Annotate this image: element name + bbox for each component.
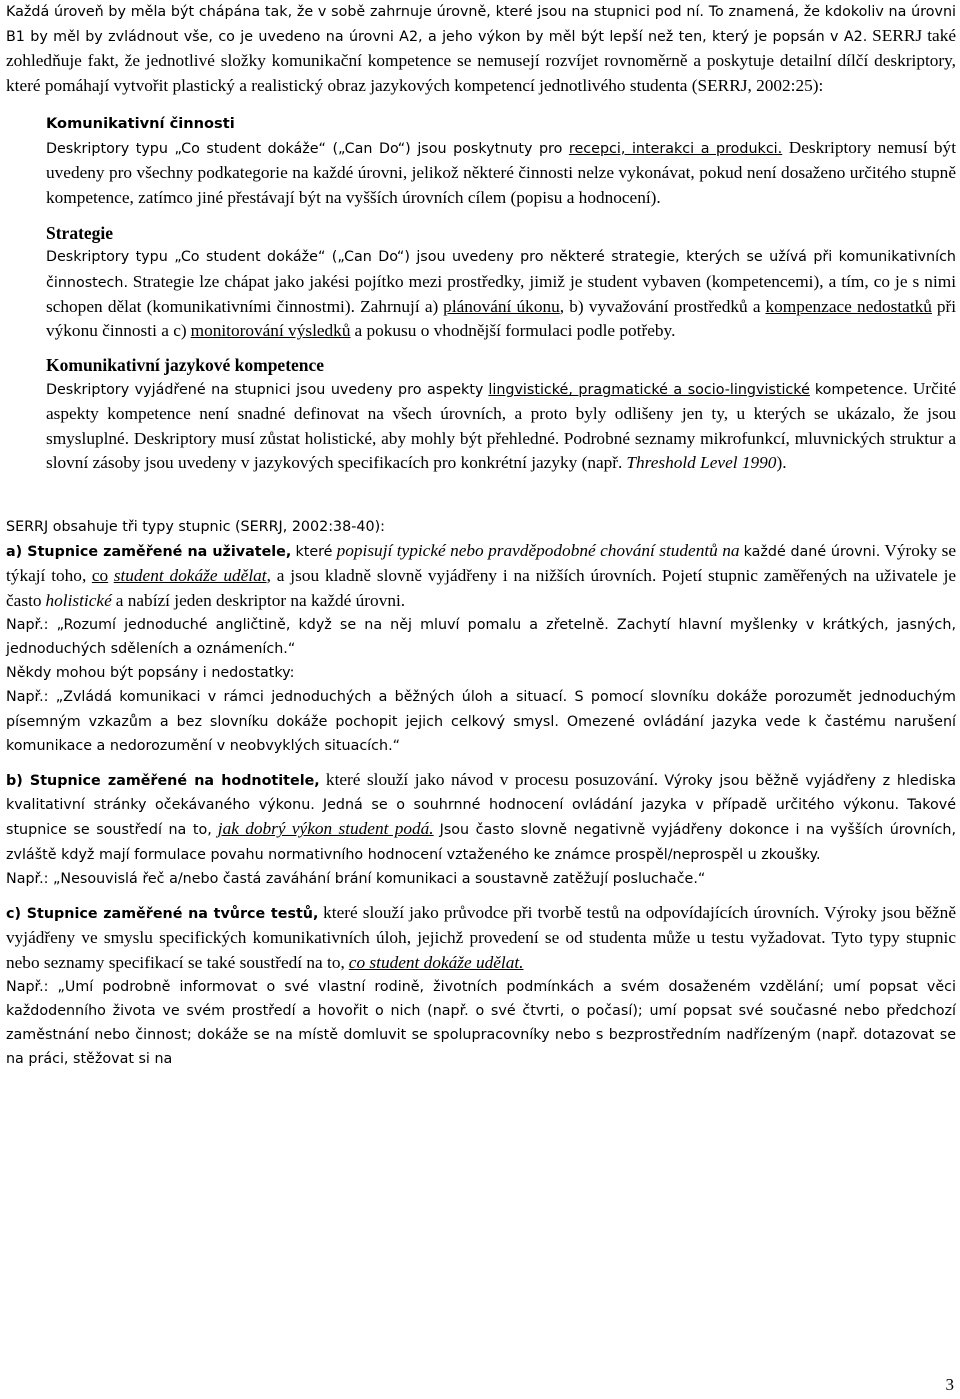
jazykove-paragraph	[46, 377, 956, 475]
typy-c-example: Např.: „Umí podrobně informovat o své vlastní rodině, životních podmínkách a svém dosaženém vzdělání; umí popsat věci každodenního života ve svém prostředí a hovořit o nich (např. o své čtvrti, o počasí); umí popsat své současné nebo předchozí zaměstnání nebo činnost; dokáže se na místě domluvit se spolupracovníky nebo s bezprostředním nadřízeným (např. dotazovat se na práci, stěžovat si na	[6, 978, 956, 1068]
typy-a-t4: , a jsou kladně slovně vyjádřeny i na nižších úrovních.	[266, 566, 657, 586]
heading-jazykove: Komunikativní jazykové kompetence	[46, 355, 325, 376]
typy-a-t1: které	[295, 544, 333, 561]
strategie-u1: plánování úkonu	[443, 296, 560, 316]
typy-b-label: b) Stupnice zaměřené na hodnotitele,	[6, 773, 320, 790]
typy-b-example: Např.: „Nesouvislá řeč a/nebo častá zaváhání brání komunikaci a soustavně zatěžují posluchače.“	[6, 870, 706, 887]
intro-text-1: Každá úroveň by měla být chápána tak, že v sobě zahrnuje úrovně, které jsou na stupnici pod ní. To znamená, že kdokoliv na úrovni B1 by měl by zvládnout vše, co je uvedeno na úrovni A2, a jeho výkon by měl být lepší než ten, který je popsán v A2.	[6, 4, 956, 46]
jazykove-t5: ).	[776, 452, 787, 472]
typy-a-example1: Např.: „Rozumí jednoduché angličtině, když se na něj mluví pomalu a zřetelně. Zachytí hlavní myšlenky v krátkých, jasných, jednoduchých sděleních a oznámeních.“	[6, 616, 956, 658]
document-page	[6, 0, 956, 1072]
strategie-u2: kompenzace nedostatků	[765, 296, 932, 316]
intro-text-2: SERRJ také zohledňuje fakt, že jednotlivé složky komunikační kompetence se nemusejí rozvíjet rovnoměrně a poskytuje detailní dílčí deskriptory, které pomáhají vytvořit plastický a realistický obraz jazykových kompetencí jednotlivého studenta (SERRJ, 2002:25):	[6, 26, 957, 95]
typy-b-t3: Jedná se o souhrnné hodnocení ovládání jazyka v případě určitého výkonu.	[322, 797, 900, 814]
section-jazykove	[6, 353, 956, 475]
strategie-t5: a pokusu o vhodnější formulaci podle potřeby.	[354, 321, 676, 341]
heading-strategie: Strategie	[46, 223, 114, 244]
jazykove-t1: Deskriptory vyjádřené na stupnici jsou uvedeny pro aspekty	[46, 382, 484, 399]
typy-a-t6: a nabízí jeden deskriptor na každé úrovni.	[115, 590, 406, 610]
strategie-u3: monitorování výsledků	[190, 321, 351, 341]
typy-a-t2: každé dané úrovni.	[743, 544, 881, 561]
typy-intro: SERRJ obsahuje tři typy stupnic (SERRJ, 2002:38-40):	[6, 519, 385, 536]
typy-a-i2: holistické	[45, 590, 112, 610]
typy-a-paragraph	[6, 539, 956, 613]
komunikativni-line1	[46, 136, 956, 212]
typy-c-ui1: co student dokáže udělat.	[348, 952, 524, 972]
jazykove-t2: kompetence.	[814, 382, 908, 399]
jazykove-u1: lingvistické, pragmatické a socio-lingvistické	[488, 382, 810, 399]
strategie-paragraph	[46, 245, 956, 343]
typy-c-paragraph	[6, 901, 956, 975]
section-komunikativni	[6, 112, 956, 212]
jazykove-i1: Threshold Level 1990	[626, 452, 777, 472]
page-number: 3	[945, 1375, 954, 1394]
typy-a-ui1: student dokáže udělat	[113, 566, 267, 586]
komunikativni-text2: Deskriptory nemusí být uvedeny pro všechny podkategorie na každé úrovni, jelikož některé činnosti nelze vykonávat, pokud není dosaženo určitého stupně kompetence, zatímco jiné přestávají být na vyšších úrovních cílem (popisu a hodnocení).	[46, 137, 956, 208]
typy-b-ui1: jak dobrý výkon student podá.	[217, 819, 434, 839]
typy-c-label: c) Stupnice zaměřené na tvůrce testů,	[6, 906, 319, 923]
typy-a-i1: popisují typické nebo pravděpodobné chování studentů na	[336, 541, 740, 561]
jazykove-t4: Podrobné seznamy mikrofunkcí, mluvnických struktur a slovní zásoby jsou uvedeny v jazykových specifikacích pro konkrétní jazyky (např.	[46, 428, 956, 472]
strategie-t3: , b) vyvažování prostředků a	[559, 296, 761, 316]
typy-a-label: a) Stupnice zaměřené na uživatele,	[6, 544, 292, 561]
komunikativni-line1-text: Deskriptory typu „Co student dokáže“ („Can Do“) jsou poskytnuty pro	[46, 140, 569, 157]
section-typy	[6, 515, 956, 1071]
strategie-t4: při výkonu činnosti a c)	[46, 296, 957, 341]
typy-b-t5: Jsou často slovně negativně vyjádřeny dokonce i na vyšších úrovních, zvláště když mají formulace povahu normativního hodnocení vztaženého ke známce prospěl/neprospěl u zkoušky.	[6, 822, 957, 863]
typy-a-t3: Výroky se týkají toho,	[6, 541, 957, 586]
section-strategie	[6, 221, 956, 343]
strategie-text1: Deskriptory typu „Co student dokáže“ („Can Do“) jsou uvedeny pro některé strategie, kterých se užívá při komunikativních činnostech.	[46, 249, 956, 291]
strategie-text2: Strategie lze chápat jako jakési pojítko mezi prostředky, jimiž je student vybaven (kompetencemi), a tím, co je s nimi schopen dělat (komunikativními činnostmi). Zahrnují a)	[46, 271, 956, 316]
typy-a-example2: Např.: „Zvládá komunikaci v rámci jednoduchých a běžných úloh a situací. S pomocí slovníku dokáže porozumět jednoduchým písemným vzkazům a bez slovníku dokáže pochopit jejich celkový smysl. Omezené ovládání jazyka vede k častému narušení komunikace a nedorozumění v neobvyklých situacích.“	[6, 689, 956, 754]
komunikativni-link: recepci, interakci a produkci.	[568, 140, 783, 157]
heading-komunikativni: Komunikativní činnosti	[46, 114, 235, 132]
typy-c-t1: které slouží jako průvodce při tvorbě testů na odpovídajících úrovních.	[323, 903, 820, 923]
typy-b-t2: Výroky jsou běžně vyjádřeny z hlediska kvalitativní stránky očekávaného výkonu.	[6, 773, 957, 814]
typy-a-negative: Někdy mohou být popsány i nedostatky:	[6, 665, 295, 682]
typy-b-t1: které slouží jako návod v procesu posuzování.	[325, 770, 659, 790]
jazykove-t3: Určité aspekty kompetence není snadné definovat na všech úrovních, a proto byly odlišeny jen ty, u kterých se ukázalo, že jsou smysluplné. Deskriptory musí zůstat holistické, aby mohly být přehledné.	[46, 379, 957, 448]
intro-paragraph	[6, 0, 956, 98]
typy-c-t3: Tyto typy stupnic nebo seznamy specifikací se také soustředí na to,	[6, 928, 957, 972]
typy-a-u1: co	[91, 566, 109, 586]
typy-a-t5: Pojetí stupnic zaměřených na uživatele je často	[6, 566, 957, 610]
typy-c-t2: Výroky jsou běžně vyjádřeny ve smyslu specifických komunikativních úloh, jejichž provedení se od studenta může u testu vyžadovat.	[6, 903, 956, 948]
typy-b-paragraph	[6, 768, 956, 867]
typy-b-t4: Takové stupnice se soustředí na to,	[6, 797, 957, 839]
